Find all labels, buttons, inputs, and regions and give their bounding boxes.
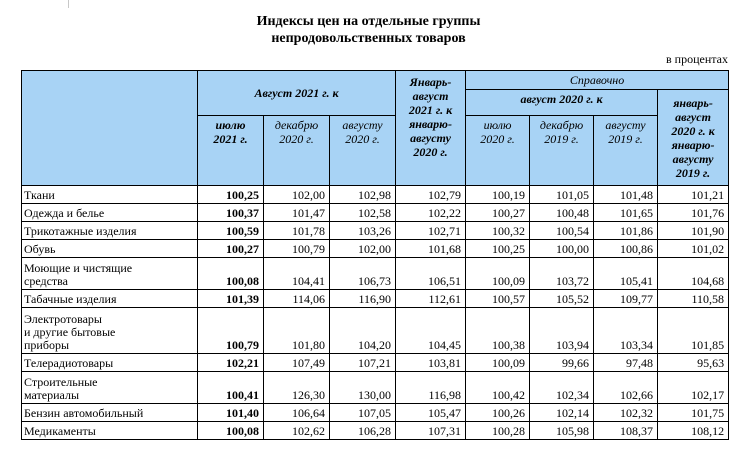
jan-aug-2020-line: январь- — [673, 96, 713, 110]
row-label: Трикотажные изделия — [22, 222, 198, 240]
value-cell: 107,21 — [330, 354, 396, 372]
value-cell: 101,68 — [396, 240, 466, 258]
value-cell: 105,52 — [530, 290, 594, 308]
value-cell: 102,00 — [330, 240, 396, 258]
value-cell: 95,63 — [658, 354, 729, 372]
value-cell: 99,66 — [530, 354, 594, 372]
table-row — [22, 258, 729, 290]
value-cell: 101,05 — [530, 186, 594, 204]
value-cell: 105,98 — [530, 422, 594, 440]
units-label: в процентах — [666, 52, 728, 66]
value-cell: 100,41 — [198, 372, 264, 404]
value-cell: 101,78 — [264, 222, 330, 240]
header-jan-aug-2020 — [658, 90, 729, 186]
table-row — [22, 422, 729, 440]
header-jan-aug-2021 — [396, 71, 466, 186]
value-cell: 102,79 — [396, 186, 466, 204]
value-cell: 116,98 — [396, 372, 466, 404]
value-cell: 114,06 — [264, 290, 330, 308]
value-cell: 102,71 — [396, 222, 466, 240]
value-cell: 102,22 — [396, 204, 466, 222]
value-cell: 103,72 — [530, 258, 594, 290]
header-aug2020-group: август 2020 г. к — [466, 90, 658, 116]
value-cell: 100,25 — [466, 240, 530, 258]
value-cell: 100,32 — [466, 222, 530, 240]
value-cell: 106,73 — [330, 258, 396, 290]
value-cell: 100,57 — [466, 290, 530, 308]
table-row — [22, 290, 729, 308]
value-cell: 100,38 — [466, 308, 530, 354]
value-cell: 106,28 — [330, 422, 396, 440]
value-cell: 102,58 — [330, 204, 396, 222]
value-cell: 101,48 — [594, 186, 658, 204]
value-cell: 100,86 — [594, 240, 658, 258]
value-cell: 103,34 — [594, 308, 658, 354]
value-cell: 101,90 — [658, 222, 729, 240]
value-cell: 101,21 — [658, 186, 729, 204]
jan-aug-2021-line: январю- — [409, 117, 452, 131]
value-cell: 104,20 — [330, 308, 396, 354]
table-row — [22, 222, 729, 240]
value-cell: 101,85 — [658, 308, 729, 354]
value-cell: 105,41 — [594, 258, 658, 290]
header-sub-aug-2020: августу 2020 г. — [330, 116, 396, 186]
window-edge-line — [68, 0, 69, 8]
value-cell: 100,79 — [264, 240, 330, 258]
row-label: Медикаменты — [22, 422, 198, 440]
header-sub-dec-2019: декабрю 2019 г. — [530, 116, 594, 186]
value-cell: 103,26 — [330, 222, 396, 240]
header-sub-july-2021: июлю 2021 г. — [198, 116, 264, 186]
value-cell: 100,25 — [198, 186, 264, 204]
value-cell: 97,48 — [594, 354, 658, 372]
value-cell: 100,54 — [530, 222, 594, 240]
table-row — [22, 240, 729, 258]
value-cell: 105,47 — [396, 404, 466, 422]
value-cell: 107,49 — [264, 354, 330, 372]
value-cell: 104,68 — [658, 258, 729, 290]
jan-aug-2021-line: август — [412, 89, 449, 103]
value-cell: 101,76 — [658, 204, 729, 222]
value-cell: 107,31 — [396, 422, 466, 440]
value-cell: 102,66 — [594, 372, 658, 404]
row-label: Табачные изделия — [22, 290, 198, 308]
header-sub-dec-2020: декабрю 2020 г. — [264, 116, 330, 186]
value-cell: 100,09 — [466, 258, 530, 290]
value-cell: 100,37 — [198, 204, 264, 222]
jan-aug-2021-line: 2020 г. — [413, 145, 448, 159]
value-cell: 107,05 — [330, 404, 396, 422]
table-row — [22, 372, 729, 404]
value-cell: 101,39 — [198, 290, 264, 308]
table-row — [22, 404, 729, 422]
value-cell: 101,47 — [264, 204, 330, 222]
value-cell: 100,42 — [466, 372, 530, 404]
value-cell: 104,45 — [396, 308, 466, 354]
value-cell: 100,27 — [198, 240, 264, 258]
value-cell: 126,30 — [264, 372, 330, 404]
header-sub-aug-2019: августу 2019 г. — [594, 116, 658, 186]
value-cell: 102,17 — [658, 372, 729, 404]
value-cell: 110,58 — [658, 290, 729, 308]
row-label: Обувь — [22, 240, 198, 258]
value-cell: 101,80 — [264, 308, 330, 354]
jan-aug-2021-line: Январь- — [409, 75, 452, 89]
value-cell: 103,94 — [530, 308, 594, 354]
title-line-2: непродовольственных товаров — [271, 31, 466, 46]
value-cell: 101,75 — [658, 404, 729, 422]
value-cell: 100,09 — [466, 354, 530, 372]
jan-aug-2020-line: январю- — [671, 138, 715, 152]
header-reference: Справочно — [466, 71, 729, 90]
value-cell: 106,64 — [264, 404, 330, 422]
value-cell: 103,81 — [396, 354, 466, 372]
jan-aug-2021-line: августу — [410, 131, 451, 145]
value-cell: 100,79 — [198, 308, 264, 354]
row-label: Строительные материалы — [22, 372, 198, 404]
title-line-1: Индексы цен на отдельные группы — [256, 14, 481, 29]
value-cell: 102,34 — [530, 372, 594, 404]
value-cell: 100,59 — [198, 222, 264, 240]
value-cell: 101,02 — [658, 240, 729, 258]
row-label: Ткани — [22, 186, 198, 204]
value-cell: 102,00 — [264, 186, 330, 204]
table-row — [22, 204, 729, 222]
value-cell: 100,00 — [530, 240, 594, 258]
value-cell: 101,40 — [198, 404, 264, 422]
value-cell: 116,90 — [330, 290, 396, 308]
header-corner-cell — [22, 71, 198, 186]
value-cell: 102,98 — [330, 186, 396, 204]
value-cell: 102,21 — [198, 354, 264, 372]
row-label: Электротовары и другие бытовые приборы — [22, 308, 198, 354]
value-cell: 104,41 — [264, 258, 330, 290]
value-cell: 106,51 — [396, 258, 466, 290]
table-row — [22, 354, 729, 372]
page-title — [0, 13, 737, 47]
value-cell: 100,26 — [466, 404, 530, 422]
value-cell: 109,77 — [594, 290, 658, 308]
value-cell: 112,61 — [396, 290, 466, 308]
jan-aug-2020-line: август — [675, 110, 711, 124]
value-cell: 102,14 — [530, 404, 594, 422]
row-label: Бензин автомобильный — [22, 404, 198, 422]
price-index-table — [21, 70, 729, 440]
value-cell: 130,00 — [330, 372, 396, 404]
table-row — [22, 308, 729, 354]
value-cell: 108,37 — [594, 422, 658, 440]
value-cell: 100,27 — [466, 204, 530, 222]
row-label: Одежда и белье — [22, 204, 198, 222]
jan-aug-2020-line: августу — [672, 152, 714, 166]
row-label: Телерадиотовары — [22, 354, 198, 372]
value-cell: 100,28 — [466, 422, 530, 440]
jan-aug-2021-line: 2021 г. к — [408, 103, 453, 117]
table-row — [22, 186, 729, 204]
value-cell: 100,48 — [530, 204, 594, 222]
value-cell: 102,32 — [594, 404, 658, 422]
value-cell: 101,86 — [594, 222, 658, 240]
value-cell: 102,62 — [264, 422, 330, 440]
header-sub-july-2020: июлю 2020 г. — [466, 116, 530, 186]
value-cell: 108,12 — [658, 422, 729, 440]
value-cell: 100,19 — [466, 186, 530, 204]
value-cell: 100,08 — [198, 258, 264, 290]
row-label: Моющие и чистящие средства — [22, 258, 198, 290]
value-cell: 100,08 — [198, 422, 264, 440]
jan-aug-2020-line: 2019 г. — [675, 166, 711, 180]
header-aug2021-group: Август 2021 г. к — [198, 71, 396, 116]
value-cell: 101,65 — [594, 204, 658, 222]
jan-aug-2020-line: 2020 г. к — [671, 124, 715, 138]
